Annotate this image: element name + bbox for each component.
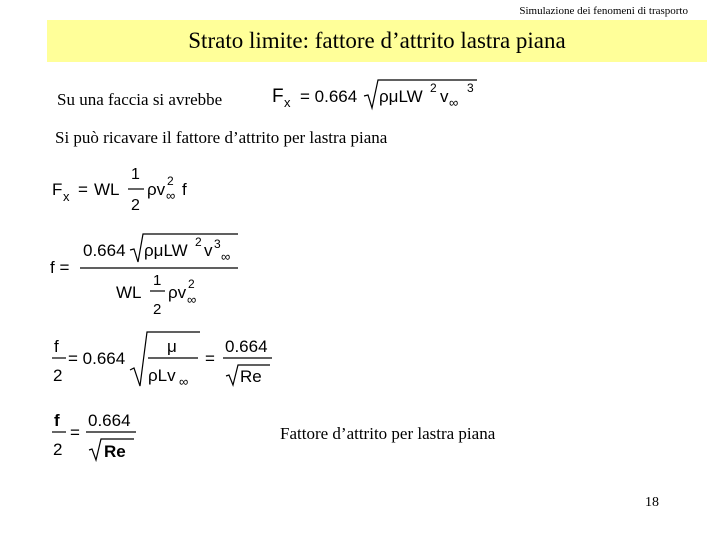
eq4-mu: μ (167, 337, 177, 356)
eq3-pow-w: 2 (195, 235, 202, 249)
eq3-pow-v: 3 (214, 237, 221, 251)
equation-fx-wl (52, 162, 202, 218)
text-derive-friction: Si può ricavare il fattore d’attrito per lastra piana (55, 128, 388, 147)
eq4-inf: ∞ (179, 374, 189, 389)
equation-f-ratio (50, 228, 250, 320)
eq-radicand: ρμLW (379, 87, 423, 106)
eq3-v: v (204, 241, 213, 260)
eq5-coef: 0.664 (88, 411, 131, 430)
equation-f-half-mu (50, 328, 280, 394)
eq2-fx-sub: x (63, 189, 70, 204)
eq2-one: 1 (131, 166, 140, 183)
eq5-re: Re (104, 442, 126, 461)
eq-fx: F (272, 86, 284, 107)
eq3-pow-den: 2 (188, 277, 195, 291)
eq4-f: f (54, 337, 59, 356)
eq3-inf: ∞ (221, 249, 231, 264)
eq2-two: 2 (131, 197, 140, 214)
slide-title: Strato limite: fattore d’attrito lastra piana (188, 28, 566, 53)
eq4-eq: = (205, 349, 215, 368)
eq-inf: ∞ (449, 95, 459, 110)
eq5-eq: = (70, 423, 80, 442)
slide-header: Simulazione dei fenomeni di trasporto (519, 5, 688, 17)
text-one-face: Su una faccia si avrebbe (57, 90, 223, 109)
eq2-inf: ∞ (166, 188, 176, 203)
eq4-re: Re (240, 367, 262, 386)
equation-fx-sqrt (272, 74, 482, 114)
text-friction-note: Fattore d’attrito per lastra piana (280, 424, 496, 443)
eq2-equals: = (78, 180, 88, 199)
eq-pow-v: 3 (467, 81, 474, 95)
eq3-f-eq: f = (50, 258, 70, 277)
eq4-two: 2 (53, 366, 63, 385)
equation-f-half-re (50, 404, 150, 466)
eq-coef: = 0.664 (300, 87, 358, 106)
eq3-rho-v: ρv (168, 283, 187, 302)
eq3-two: 2 (153, 301, 162, 318)
eq2-fx: F (52, 180, 63, 199)
eq-pow-w: 2 (430, 81, 437, 95)
eq3-inf2: ∞ (187, 292, 197, 307)
eq2-f: f (182, 180, 187, 199)
eq4-coef2: 0.664 (225, 337, 268, 356)
page-number: 18 (645, 495, 659, 510)
eq3-one: 1 (153, 272, 162, 289)
eq3-den-wl: WL (116, 283, 142, 302)
eq3-num-coef: 0.664 (83, 241, 126, 260)
eq3-radicand: ρμLW (144, 241, 188, 260)
eq2-pow: 2 (167, 174, 174, 188)
eq4-coef: = 0.664 (68, 349, 126, 368)
eq2-rho-v: ρv (147, 180, 166, 199)
eq2-wl: WL (94, 180, 120, 199)
eq4-den: ρLv (148, 366, 176, 385)
eq-v: v (440, 87, 449, 106)
eq5-two: 2 (53, 440, 63, 459)
eq-fx-sub: x (284, 95, 291, 110)
eq5-f: f (54, 411, 60, 430)
